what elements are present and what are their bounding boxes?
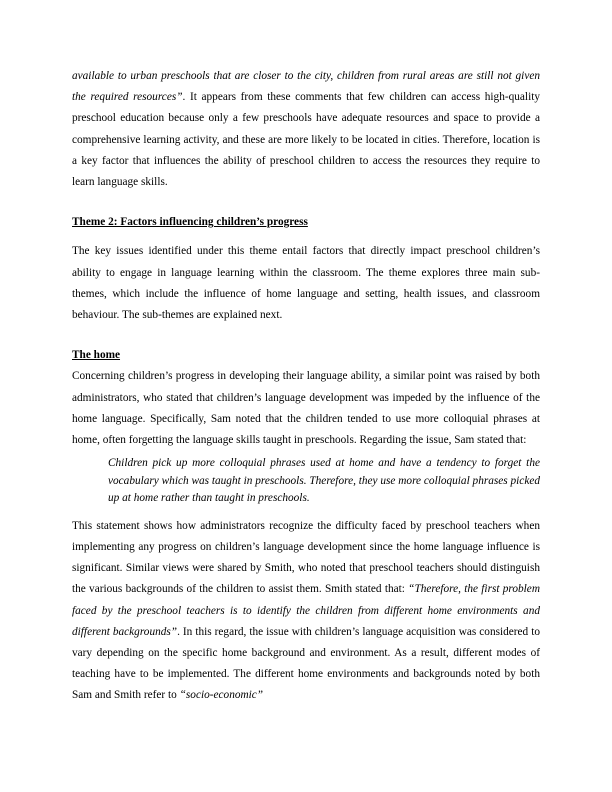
quote-inline: “Therefore, the first problem faced by the preschool teachers is to identify the children from different home environments and different backgrounds” <box>72 583 540 638</box>
block-quote: Children pick up more colloquial phrases used at home and have a tendency to forget the vocabulary which was taught in preschools. Therefore, they use more colloquial phrases picked up at home rather than taught in preschools. <box>108 457 540 505</box>
paragraph-text: . It appears from these comments that few children can access high-quality preschool education because only a few preschools have adequate resources and space to provide a comprehensive learning activity, and these are more likely to be located in cities. Therefore, location is a key factor that influences the ability of preschool children to access the resources they require to learn language skills. <box>72 91 540 189</box>
paragraph-location <box>72 66 540 193</box>
quote-inline: available to urban preschools that are closer to the city, children from rural areas are still not given the required resources” <box>72 70 540 104</box>
paragraph-home: Concerning children’s progress in developing their language ability, a similar point was raised by both administrators, who stated that children’s language development was impeded by the influence of the home language. Specifically, Sam noted that the children tended to use more colloquial phrases at home, often forgetting the language skills taught in preschools. Regarding the issue, Sam stated that: <box>72 370 540 447</box>
subsection-heading-home: The home <box>72 349 121 362</box>
paragraph-text: This statement shows how administrators recognize the difficulty faced by preschool teachers when implementing any progress on children’s language development since the home language influence is significant. Similar views were shared by Smith, who noted that preschool teachers should distinguish the various backgrounds of the children to assist them. Smith stated that: <box>72 519 540 596</box>
paragraph-theme2: The key issues identified under this theme entail factors that directly impact preschool children’s ability to engage in language learning within the classroom. The theme explores three main sub-themes, which include the influence of home language and setting, health issues, and classroom behaviour. The sub-themes are explained next. <box>72 245 540 322</box>
quote-inline: “socio-economic” <box>179 689 264 702</box>
paragraph-text: . In this regard, the issue with children’s language acquisition was considered to vary depending on the specific home background and environment. As a result, different modes of teaching have to be implemented. The different home environments and backgrounds noted by both Sam and Smith refer to <box>72 625 540 702</box>
page-body <box>72 66 540 707</box>
section-heading-theme2: Theme 2: Factors influencing children’s progress <box>72 216 308 229</box>
paragraph-home-analysis <box>72 516 540 707</box>
